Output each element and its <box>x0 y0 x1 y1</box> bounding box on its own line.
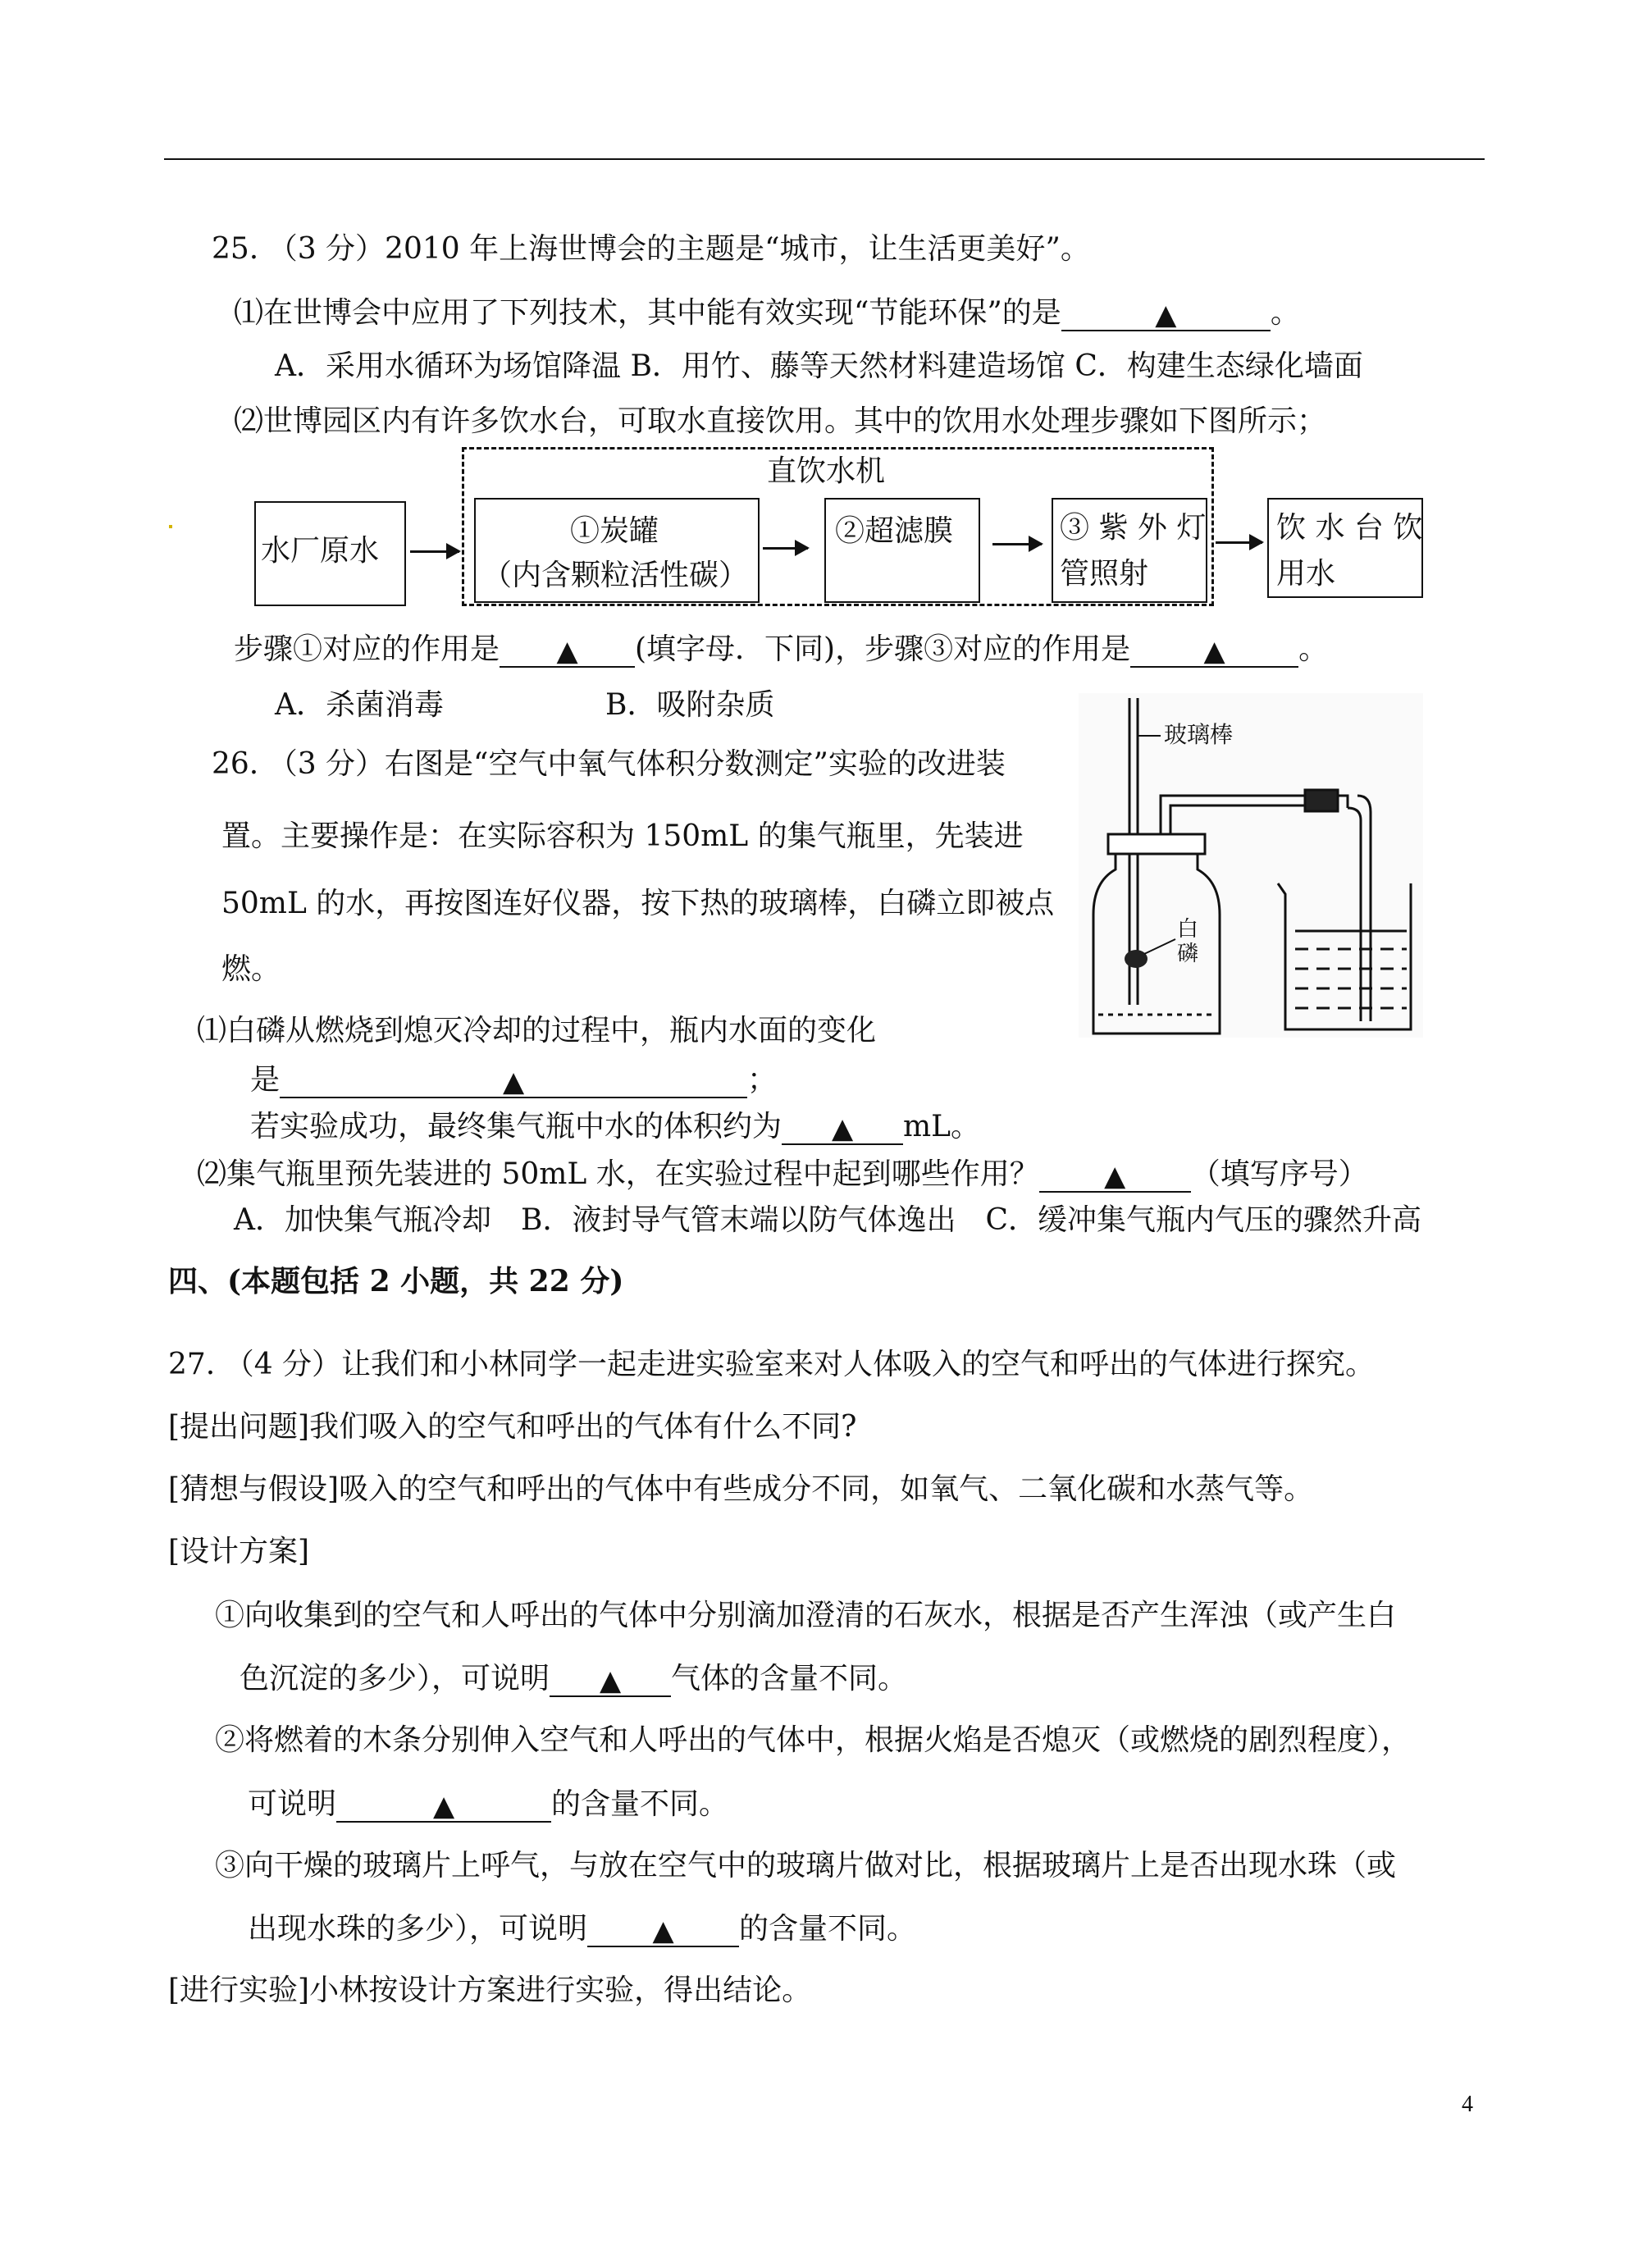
stray-dot <box>169 525 172 528</box>
q25-option-a: A．杀菌消毒 <box>275 688 444 722</box>
triangle-icon: ▲ <box>556 635 578 668</box>
q27-item3-a: ③向干燥的玻璃片上呼气，与放在空气中的玻璃片做对比，根据玻璃片上是否出现水珠（或 <box>215 1849 1397 1882</box>
answer-blank[interactable] <box>782 1111 903 1145</box>
q25-part1-text: ⑴在世博会中应用了下列技术，其中能有效实现“节能环保”的是 <box>234 296 1061 330</box>
answer-blank[interactable] <box>280 1064 747 1098</box>
answer-blank[interactable] <box>587 1913 739 1947</box>
q26-line2: 置。主要操作是：在实际容积为 150mL 的集气瓶里，先装进 <box>221 819 1024 853</box>
q25-steps-text-a: 步骤①对应的作用是 <box>234 632 500 666</box>
triangle-icon: ▲ <box>432 1790 455 1823</box>
section-heading: 四、(本题包括 2 小题，共 22 分) <box>168 1264 624 1298</box>
q26-line3: 50mL 的水，再按图连好仪器，按下热的玻璃棒，白磷立即被点 <box>221 887 1055 920</box>
rod-label: 玻璃棒 <box>1164 721 1234 748</box>
q25-part1-end: 。 <box>1270 296 1300 330</box>
triangle-icon: ▲ <box>831 1112 854 1145</box>
q26-line1: 26. （3 分）右图是“空气中氧气体积分数测定”实验的改进装 <box>212 747 1006 781</box>
q27-item2-a: ②将燃着的木条分别伸入空气和人呼出的气体中，根据火焰是否熄灭（或燃烧的剧烈程度）， <box>215 1723 1412 1757</box>
q27-experiment: [进行实验]小林按设计方案进行实验，得出结论。 <box>168 1974 812 2007</box>
page-number: 4 <box>1462 2092 1473 2117</box>
phosphorus-blob <box>1125 950 1148 968</box>
q25-steps <box>234 632 1328 668</box>
q27-item3-end: 的含量不同。 <box>739 1912 917 1946</box>
uv-label-1: ③ 紫 外 灯 <box>1060 511 1207 545</box>
q26-sub2-end: （填写序号） <box>1190 1157 1368 1191</box>
arrow-icon <box>410 550 459 553</box>
arrow-icon <box>992 543 1042 545</box>
carbon-tank-label: ①炭罐 <box>570 514 659 548</box>
apparatus-figure <box>1079 693 1423 1038</box>
q27-item2-text: 可说明 <box>248 1787 337 1821</box>
q26-sub2-options: A．加快集气瓶冷却 B．液封导气管末端以防气体逸出 C．缓冲集气瓶内气压的骤然升高 <box>234 1203 1421 1237</box>
answer-blank[interactable] <box>1061 297 1271 331</box>
q25-part2: ⑵世博园区内有许多饮水台，可取水直接饮用。其中的饮用水处理步骤如下图所示； <box>234 404 1327 438</box>
q27-hypothesis: [猜想与假设]吸入的空气和呼出的气体中有些成分不同，如氧气、二氧化碳和水蒸气等。 <box>168 1472 1314 1506</box>
q27-item2-end: 的含量不同。 <box>551 1787 729 1821</box>
q25-steps-text-b: (填字母．下同)，步骤③对应的作用是 <box>635 632 1131 666</box>
q27-question: [提出问题]我们吸入的空气和呼出的气体有什么不同? <box>168 1410 857 1444</box>
q26-sub1-b-text: 是 <box>250 1063 281 1097</box>
q25-part1 <box>234 295 1300 331</box>
header-rule <box>164 158 1485 160</box>
triangle-icon: ▲ <box>1155 299 1177 331</box>
answer-blank[interactable] <box>336 1788 551 1823</box>
q26-sub2-text: ⑵集气瓶里预先装进的 50mL 水，在实验过程中起到哪些作用？ <box>197 1157 1039 1191</box>
answer-blank[interactable] <box>500 633 635 668</box>
q25-steps-end: 。 <box>1298 632 1329 666</box>
q26-sub1-c <box>250 1109 980 1145</box>
phosphorus-label-1: 白 <box>1177 917 1199 942</box>
q26-sub1-b-end: ； <box>747 1063 778 1097</box>
uv-label-2: 管照射 <box>1060 557 1149 591</box>
q27-item1-text: 色沉淀的多少），可说明 <box>240 1662 550 1695</box>
q25-title: 25. （3 分）2010 年上海世博会的主题是“城市，让生活更美好”。 <box>212 232 1090 266</box>
output-label-1: 饮 水 台 饮 <box>1276 511 1423 545</box>
ultrafilter-label: ②超滤膜 <box>835 514 954 548</box>
q26-sub1-c-text: 若实验成功，最终集气瓶中水的体积约为 <box>250 1110 782 1143</box>
raw-water-label: 水厂原水 <box>261 534 380 568</box>
q26-sub1-a: ⑴白磷从燃烧到熄灭冷却的过程中，瓶内水面的变化 <box>197 1014 877 1047</box>
carbon-tank-note: （内含颗粒活性碳） <box>482 559 749 592</box>
q27-item3-text: 出现水珠的多少），可说明 <box>248 1912 588 1946</box>
phosphorus-label-2: 磷 <box>1177 942 1199 966</box>
answer-blank[interactable] <box>1130 633 1298 668</box>
answer-blank[interactable] <box>1039 1158 1191 1193</box>
triangle-icon: ▲ <box>652 1914 674 1947</box>
output-label-2: 用水 <box>1276 557 1336 591</box>
q27-item3-b <box>248 1911 916 1947</box>
q26-line4: 燃。 <box>221 952 281 986</box>
q27-item1-b <box>240 1661 907 1697</box>
q26-sub1-c-end: mL。 <box>903 1110 981 1143</box>
triangle-icon: ▲ <box>1203 635 1225 668</box>
q25-part1-options: A．采用水循环为场馆降温 B．用竹、藤等天然材料建造场馆 C．构建生态绿化墙面 <box>275 349 1363 383</box>
triangle-icon: ▲ <box>502 1066 525 1098</box>
q26-sub2 <box>197 1157 1368 1193</box>
arrow-icon <box>763 547 808 550</box>
q27-item2-b <box>248 1787 728 1823</box>
q27-design: [设计方案] <box>168 1535 310 1568</box>
q25-option-b: B．吸附杂质 <box>605 688 775 722</box>
triangle-icon: ▲ <box>599 1664 622 1697</box>
q27-item1-end: 气体的含量不同。 <box>671 1662 908 1695</box>
triangle-icon: ▲ <box>1104 1160 1126 1193</box>
arrow-icon <box>1216 541 1262 544</box>
q27-title: 27. （4 分）让我们和小林同学一起走进实验室来对人体吸入的空气和呼出的气体进行探究。 <box>168 1348 1376 1381</box>
q27-item1-a: ①向收集到的空气和人呼出的气体中分别滴加澄清的石灰水，根据是否产生浑浊（或产生白 <box>215 1599 1397 1632</box>
answer-blank[interactable] <box>550 1663 671 1697</box>
q26-sub1-b <box>250 1062 777 1098</box>
group-label: 直饮水机 <box>767 454 886 488</box>
